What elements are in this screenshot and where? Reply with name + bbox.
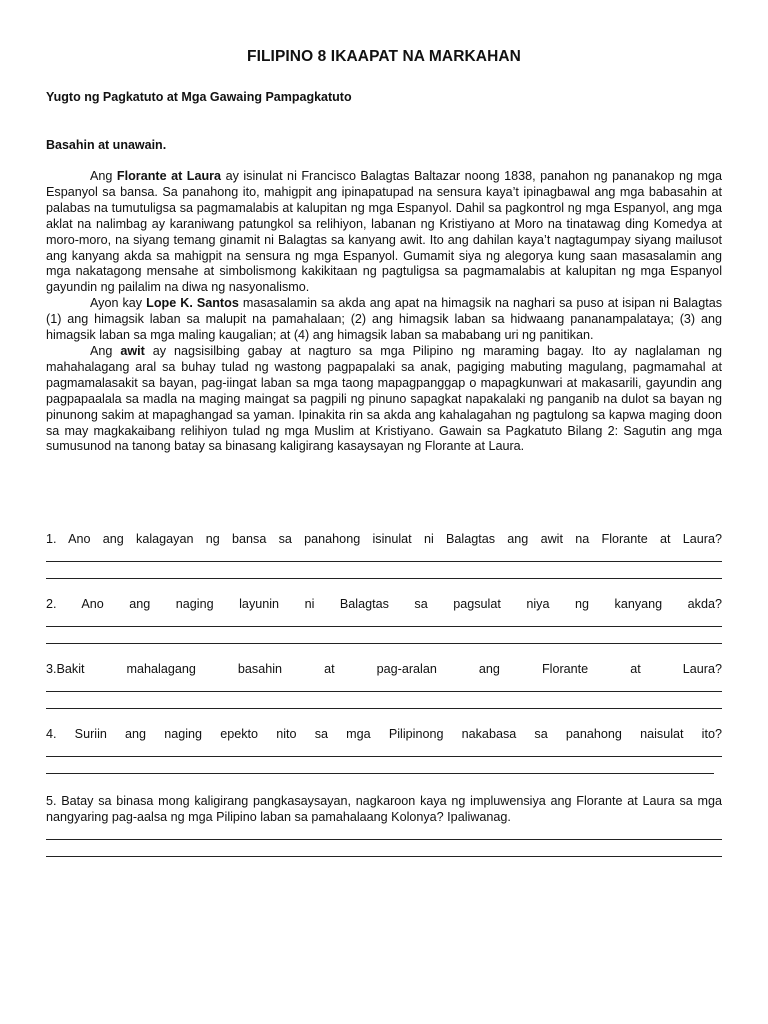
answer-line[interactable] [46, 839, 722, 840]
question-3: 3.Bakit mahalagang basahin at pag-aralan ang Florante at Laura? [46, 662, 722, 676]
answer-line[interactable] [46, 856, 722, 857]
answer-line[interactable] [46, 561, 722, 562]
paragraph-1-text: ay isinulat ni Francisco Balagtas Baltazar noong 1838, panahon ng pananakop ng mga Espanyol sa bansa. Sa panahong ito, mahigpit ang ipinapatupad na sensura kaya’t ipinagbawal ang mga babasahin at palabas na tumutuligsa sa pagmamalabis at kalupitan ng mga Espanyol. Dahil sa pagkontrol ng mga Espanyol, ang mga aklat na nalimbag ay karaniwang patungkol sa relihiyon, labanan ng Kristiyano at Moro na tinatawag ding Komedya at moro-moro, na siyang temang ginamit ni Balagtas sa kanyang awit. Ito ang dahilan kaya’t nagtagumpay siyang mailusot ang kanyang akda sa mahigpit na sensura ng mga Espanyol. Gumamit siya ng alegorya kung saan masasalamin ang mga nakatagong mensahe at simbolismong kakikitaan ng pagtuligsa sa pagmamalabis at kalupitan ng mga Espanyol gayundin ng pailalim na diwa ng nasyonalismo. [46, 169, 722, 295]
question-2: 2. Ano ang naging layunin ni Balagtas sa pagsulat niya ng kanyang akda? [46, 597, 722, 611]
paragraph-3-lead: Ang [90, 343, 121, 358]
answer-line[interactable] [46, 626, 722, 627]
paragraph-3-text: ay nagsisilbing gabay at nagturo sa mga Pilipino ng maraming bagay. Ito ay naglalaman ng mahahalagang aral sa buhay tulad ng wastong pagpapalaki sa anak, pagiging mabuting magulang, pagmamahal at pagmamalasakit sa bayan, pag-iingat laban sa mga taong mapagpanggap o mapagkunwari at makasarili, gayundin ang pagpapaalala sa madla na maging maingat sa pagpili ng pinuno sapagkat napakalaki ng panganib na dulot sa bayan ng pinunong sakim at mapaghangad sa yaman. Ipinakita rin sa akda ang kahalagahan ng pagtulong sa kapwa maging doon sa may magkakaibang relihiyon tulad ng mga Muslim at Kristiyano. Gawain sa Pagkatuto Bilang 2: Sagutin ang mga sumusunod na tanong batay sa binasang kaligirang kasaysayan ng Florante at Laura. [46, 343, 722, 454]
answer-line[interactable] [46, 578, 722, 579]
paragraph-3-emphasis: awit [120, 343, 145, 358]
section-subtitle: Yugto ng Pagkatuto at Mga Gawaing Pampagkatuto [46, 90, 352, 104]
question-5: 5. Batay sa binasa mong kaligirang pangkasaysayan, nagkaroon kaya ng impluwensiya ang Florante at Laura sa mga nangyaring pag-aalsa ng mga Pilipino laban sa pamahalaang Kolonya? Ipaliwanag. [46, 794, 722, 824]
paragraph-2-text: masasalamin sa akda ang apat na himagsik na naghari sa puso at isipan ni Balagtas (1) ang himagsik laban sa malupit na pamahalaan; (2) ang himagsik laban sa hidwaang pananampalataya; (3) ang himagsik laban sa mga maling kaugalian; at (4) ang himagsik laban sa mababang uri ng panitikan. [46, 296, 722, 343]
paragraph-1-emphasis: Florante at Laura [116, 169, 222, 183]
answer-line[interactable] [46, 773, 714, 774]
paragraph-2 [46, 296, 722, 344]
page-title: FILIPINO 8 IKAAPAT NA MARKAHAN [247, 48, 521, 65]
paragraph-2-lead: Ayon kay [90, 296, 147, 311]
question-1: 1. Ano ang kalagayan ng bansa sa panahong isinulat ni Balagtas ang awit na Florante at Laura? [46, 532, 722, 546]
question-4: 4. Suriin ang naging epekto nito sa mga Pilipinong nakabasa sa panahong naisulat ito? [46, 727, 722, 741]
reading-passage [46, 169, 722, 455]
reading-instruction: Basahin at unawain. [46, 138, 167, 152]
paragraph-1 [46, 169, 722, 296]
answer-line[interactable] [46, 643, 722, 644]
answer-line[interactable] [46, 708, 722, 709]
answer-line[interactable] [46, 691, 722, 692]
paragraph-3 [46, 344, 722, 455]
answer-line[interactable] [46, 756, 722, 757]
paragraph-1-lead: Ang [90, 169, 117, 183]
paragraph-2-emphasis: Lope K. Santos [146, 296, 239, 311]
